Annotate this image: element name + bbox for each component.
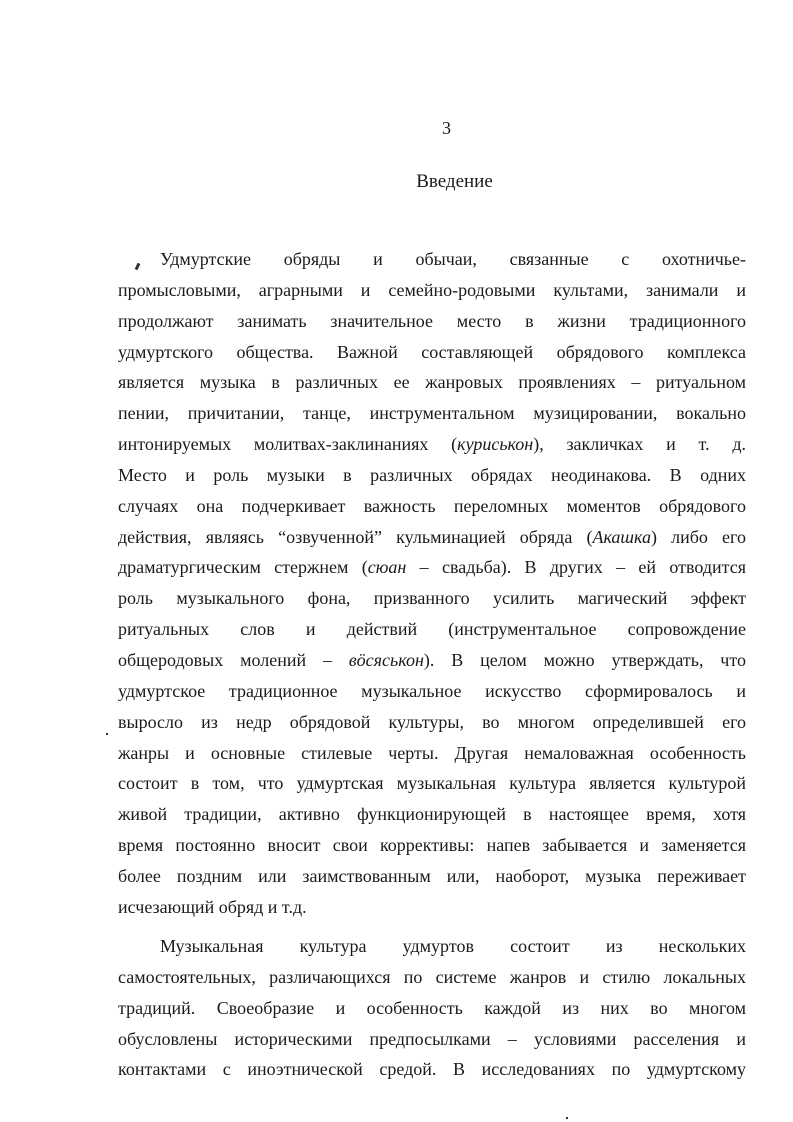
text-segment: время постоянно вносит свои коррективы: напев забывается и заменяется: [118, 835, 746, 856]
text-segment: промысловыми, аграрными и семейно-родовыми культами, занимали и: [118, 279, 746, 300]
text-line: [118, 892, 746, 923]
italic-term: куриськон: [457, 434, 534, 455]
text-segment: Место и роль музыки в различных обрядах неодинакова. В одних: [118, 464, 746, 485]
text-segment: действия, являясь “озвученной” кульминацией обряда (: [118, 526, 593, 547]
paragraph-1: [118, 244, 746, 923]
text-segment: ) либо его: [651, 526, 746, 547]
text-line: [118, 614, 746, 645]
page-number: 3: [442, 118, 451, 138]
text-line: [118, 931, 746, 962]
text-line: [118, 993, 746, 1024]
text-segment: жанры и основные стилевые черты. Другая немаловажная особенность: [118, 742, 746, 763]
text-line: [118, 491, 746, 522]
text-line: [118, 676, 746, 707]
text-line: [118, 768, 746, 799]
text-segment: удмуртского общества. Важной составляющей обрядового комплекса: [118, 341, 746, 362]
text-line: [118, 1024, 746, 1055]
scan-speck: [566, 1117, 568, 1119]
text-segment: случаях она подчеркивает важность переломных моментов обрядового: [118, 495, 746, 516]
italic-term: сюан: [367, 557, 407, 578]
text-line: [118, 861, 746, 892]
text-segment: ритуальных слов и действий (инструментальное сопровождение: [118, 619, 746, 640]
text-segment: ), закличках и т. д.: [533, 434, 746, 455]
text-line: [118, 962, 746, 993]
text-segment: контактами с иноэтнической средой. В исследованиях по удмуртскому: [118, 1059, 746, 1080]
text-segment: обусловлены историческими предпосылками – условиями расселения и: [118, 1028, 746, 1049]
text-line: [118, 460, 746, 491]
text-segment: пении, причитании, танце, инструментальном музицировании, вокально: [118, 403, 746, 424]
paragraph-2: [118, 931, 746, 1085]
text-segment: живой традиции, активно функционирующей в настоящее время, хотя: [118, 804, 746, 825]
text-line: [118, 799, 746, 830]
text-line: [118, 367, 746, 398]
text-line: [118, 306, 746, 337]
section-title: Введение: [416, 171, 493, 192]
text-segment: ). В целом можно утверждать, что: [423, 649, 746, 670]
text-segment: роль музыкального фона, призванного усилить магический эффект: [118, 588, 746, 609]
text-line: [118, 738, 746, 769]
text-line: [118, 522, 746, 553]
text-segment: интонируемых молитвах-заклинаниях (: [118, 434, 458, 455]
text-line: [118, 552, 746, 583]
scan-speck: [106, 733, 108, 735]
text-segment: состоит в том, что удмуртская музыкальная культура является культурой: [118, 773, 746, 794]
text-segment: выросло из недр обрядовой культуры, во многом определившей его: [118, 711, 746, 732]
text-segment: удмуртское традиционное музыкальное искусство сформировалось и: [118, 680, 746, 701]
text-line: [118, 707, 746, 738]
text-segment: является музыка в различных ее жанровых проявлениях – ритуальном: [118, 372, 746, 393]
text-segment: более поздним или заимствованным или, наоборот, музыка переживает: [118, 865, 746, 886]
text-line: [118, 583, 746, 614]
text-segment: традиций. Своеобразие и особенность каждой из них во многом: [118, 997, 746, 1018]
text-line: [118, 337, 746, 368]
text-line: [118, 244, 746, 275]
text-segment: продолжают занимать значительное место в жизни традиционного: [118, 310, 746, 331]
text-segment: общеродовых молений –: [118, 649, 349, 670]
text-segment: – свадьба). В других – ей отводится: [406, 557, 746, 578]
text-line: [118, 429, 746, 460]
text-segment: Удмуртские обряды и обычаи, связанные с охотничье-: [160, 249, 746, 269]
italic-term: вöсяськон: [348, 649, 424, 670]
text-segment: самостоятельных, различающихся по системе жанров и стилю локальных: [118, 966, 746, 987]
text-line: [118, 398, 746, 429]
text-segment: драматургическим стержнем (: [118, 557, 368, 578]
text-line: [118, 645, 746, 676]
text-segment: исчезающий обряд и т.д.: [118, 896, 307, 917]
text-line: [118, 830, 746, 861]
text-line: [118, 1054, 746, 1085]
text-line: [118, 275, 746, 306]
text-segment: Музыкальная культура удмуртов состоит из нескольких: [160, 936, 746, 956]
italic-term: Акашка: [592, 526, 651, 547]
